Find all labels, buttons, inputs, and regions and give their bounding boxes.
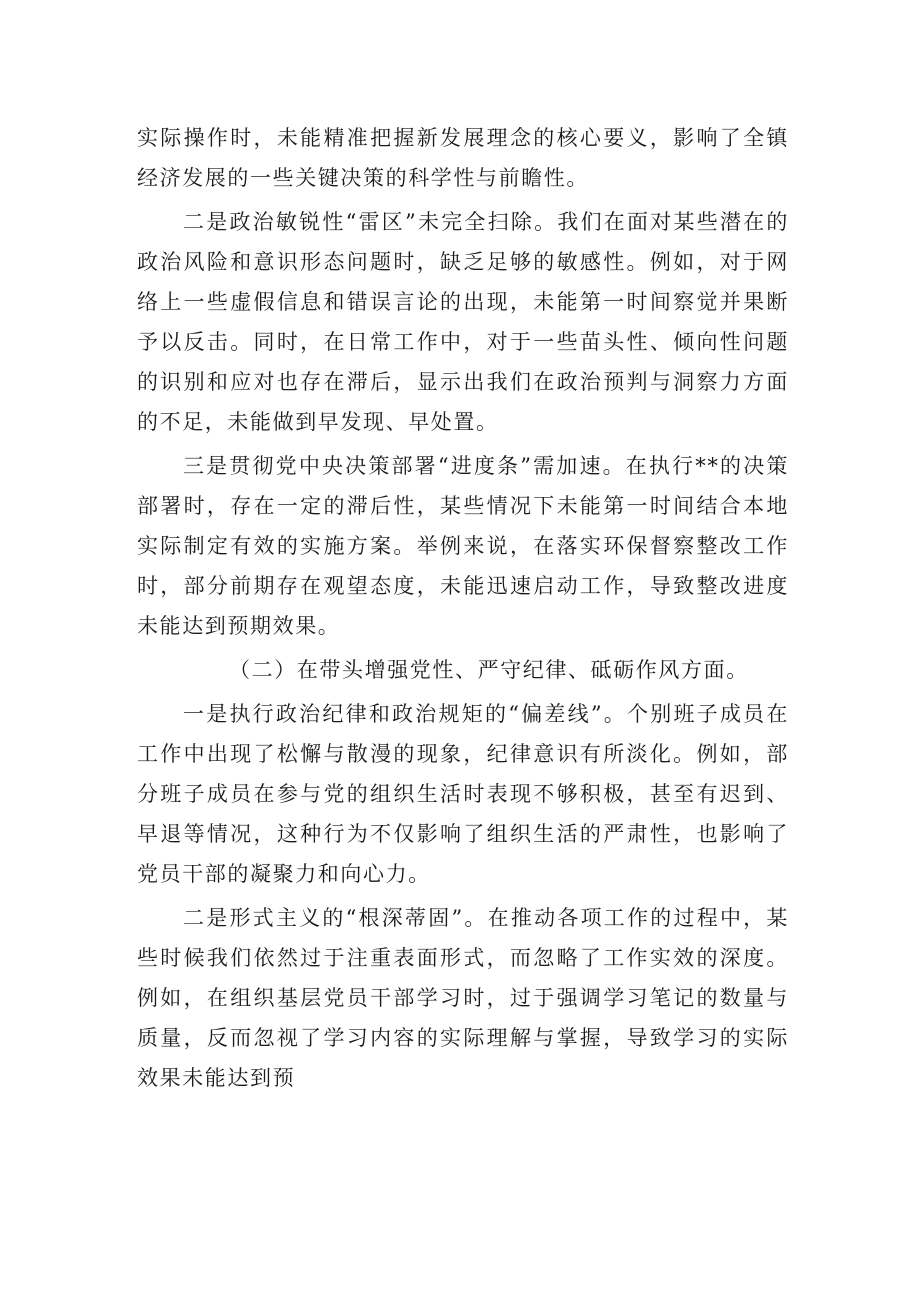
paragraph-continuation: 实际操作时，未能精准把握新发展理念的核心要义，影响了全镇经济发展的一些关键决策的科学性与前瞻性。 [137, 126, 789, 190]
document-body [137, 118, 789, 1102]
paragraph-formalism: 二是形式主义的“根深蒂固”。在推动各项工作的过程中，某些时候我们依然过于注重表面形式，而忽略了工作实效的深度。例如，在组织基层党员干部学习时，过于强调学习笔记的数量与质量，反而忽视了学习内容的实际理解与掌握，导致学习的实际效果未能达到预 [137, 906, 789, 1090]
paragraph-political-discipline: 一是执行政治纪律和政治规矩的“偏差线”。个别班子成员在工作中出现了松懈与散漫的现象，纪律意识有所淡化。例如，部分班子成员在参与党的组织生活时表现不够积极，甚至有迟到、早退等情况，这种行为不仅影响了组织生活的严肃性，也影响了党员干部的凝聚力和向心力。 [137, 702, 789, 886]
paragraph-implementation-progress: 三是贯彻党中央决策部署“进度条”需加速。在执行**的决策部署时，存在一定的滞后性，某些情况下未能第一时间结合本地实际制定有效的实施方案。举例来说，在落实环保督察整改工作时，部分前期存在观望态度，未能迅速启动工作，导致整改进度未能达到预期效果。 [137, 454, 789, 638]
section-heading: （二）在带头增强党性、严守纪律、砥砺作风方面。 [229, 658, 749, 682]
paragraph-political-sensitivity: 二是政治敏锐性“雷区”未完全扫除。我们在面对某些潜在的政治风险和意识形态问题时，缺乏足够的敏感性。例如，对于网络上一些虚假信息和错误言论的出现，未能第一时间察觉并果断予以反击。同时，在日常工作中，对于一些苗头性、倾向性问题的识别和应对也存在滞后，显示出我们在政治预判与洞察力方面的不足，未能做到早发现、早处置。 [137, 210, 789, 434]
